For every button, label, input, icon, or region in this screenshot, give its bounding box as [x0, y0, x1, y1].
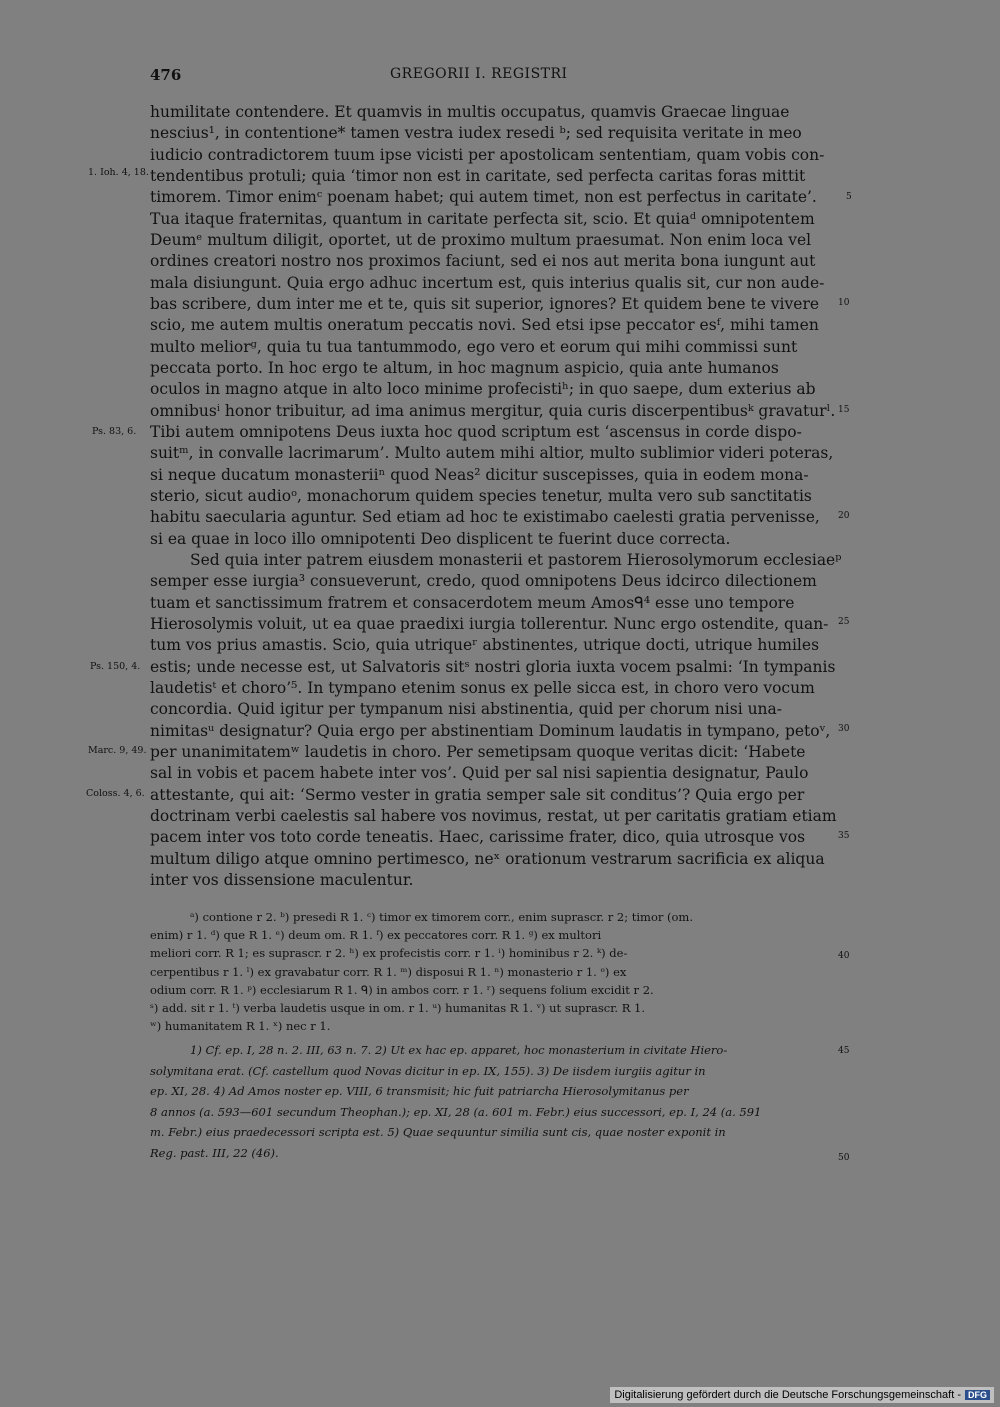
text-line: tendentibus protuli; quia ‘timor non est in caritate, sed perfecta caritas foras mittit [150, 166, 806, 185]
note-line: solymitana erat. (Cf. castellum quod Novas dicitur in ep. IX, 155). 3) De iisdem iurgiis agitur in [150, 1063, 706, 1078]
text-line: per unanimitatemʷ laudetis in choro. Per semetipsam quoque veritas dicit: ‘Habete [150, 742, 806, 761]
text-line: Tua itaque fraternitas, quantum in caritate perfecta sit, scio. Et quiaᵈ omnipotentem [150, 209, 815, 228]
text-line: Tibi autem omnipotens Deus iuxta hoc quod scriptum est ‘ascensus in corde dispo- [150, 422, 802, 441]
apparatus-line: cerpentibus r 1. ˡ) ex gravabatur corr. R 1. ᵐ) disposui R 1. ⁿ) monasterio r 1. ᵒ) ex [150, 964, 627, 979]
margin-ref: Ps. 83, 6. [92, 426, 137, 437]
text-line: Hierosolymis voluit, ut ea quae praedixi iurgia tollerentur. Nunc ergo ostendite, quan- [150, 614, 829, 633]
apparatus-line: meliori corr. R 1; es suprascr. r 2. ʰ) ex profecistis corr. r 1. ⁱ) hominibus r 2. ᵏ) de- [150, 946, 628, 961]
line-number: 25 [838, 617, 850, 627]
text-line: Deumᵉ multum diligit, oportet, ut de proximo multum praesumat. Non enim loca vel [150, 230, 812, 249]
text-line: Sed quia inter patrem eiusdem monasterii et pastorem Hierosolymorum ecclesiaeᵖ [190, 550, 842, 569]
text-line: estis; unde necesse est, ut Salvatoris sitˢ nostri gloria iuxta vocem psalmi: ‘In tympanis [150, 657, 836, 676]
text-line: scio, me autem multis oneratum peccatis novi. Sed etsi ipse peccator esᶠ, mihi tamen [150, 316, 819, 335]
margin-ref: Marc. 9, 49. [88, 745, 147, 756]
text-line: suitᵐ, in convalle lacrimarum’. Multo autem mihi altior, multo sublimior videri poteras, [150, 444, 834, 463]
margin-ref: Coloss. 4, 6. [86, 788, 145, 799]
text-line: mala disiungunt. Quia ergo adhuc incertum est, quis interius qualis sit, cur non aude- [150, 273, 825, 292]
note-line: Reg. past. III, 22 (46). [150, 1145, 279, 1160]
apparatus-line: ᵃ) contione r 2. ᵇ) presedi R 1. ᶜ) timor ex timorem corr., enim suprascr. r 2; timor (om. [190, 910, 693, 924]
note-line: ep. XI, 28. 4) Ad Amos noster ep. VIII, 6 transmisit; hic fuit patriarcha Hierosolymitanus per [150, 1084, 689, 1098]
note-line: 1) Cf. ep. I, 28 n. 2. III, 63 n. 7. 2) Ut ex hac ep. apparet, hoc monasterium in civitate Hiero- [190, 1043, 728, 1057]
text-line: ordines creatori nostro nos proximos faciunt, sed ei nos aut merita bona iungunt aut [150, 252, 816, 271]
text-line: timorem. Timor enimᶜ poenam habet; qui autem timet, non est perfectus in caritate’. [150, 188, 817, 207]
line-number: 10 [838, 298, 850, 308]
text-line: concordia. Quid igitur per tympanum nisi abstinentia, quid per chorum nisi una- [150, 700, 783, 719]
line-number: 50 [838, 1153, 850, 1163]
line-number: 45 [838, 1046, 850, 1056]
text-line: iudicio contradictorem tuum ipse vicisti per apostolicam sententiam, quam vobis con- [150, 145, 825, 164]
page-number: 476 [150, 66, 182, 84]
text-line: multum diligo atque omnino pertimesco, neˣ orationum vestrarum sacrificia ex aliqua [150, 849, 825, 868]
text-line: inter vos dissensione maculentur. [150, 870, 414, 889]
text-line: habitu saecularia aguntur. Sed etiam ad hoc te existimabo caelesti gratia pervenisse, [150, 508, 820, 527]
text-line: humilitate contendere. Et quamvis in multis occupatus, quamvis Graecae linguae [150, 103, 790, 121]
footer-text: Digitalisierung gefördert durch die Deutsche Forschungsgemeinschaft - [614, 1389, 961, 1401]
line-number: 20 [838, 511, 850, 521]
text-line: si neque ducatum monasteriiⁿ quod Neas² dicitur suscepisses, quia in eodem mona- [150, 465, 809, 484]
text-line: peccata porto. In hoc ergo te altum, in hoc magnum aspicio, quia ante humanos [150, 358, 779, 377]
line-number: 30 [838, 724, 850, 734]
text-line: pacem inter vos toto corde teneatis. Haec, carissime frater, dico, quia utrosque vos [150, 828, 806, 847]
margin-ref: Ps. 150, 4. [90, 661, 141, 672]
text-line: bas scribere, dum inter me et te, quis sit superior, ignores? Et quidem bene te vivere [150, 294, 820, 313]
text-line: sterio, sicut audioᵒ, monachorum quidem species tenetur, multa vero sub sanctitatis [150, 486, 812, 505]
text-line: laudetisᵗ et choro’⁵. In tympano etenim sonus ex pelle sicca est, in choro vero vocum [150, 678, 815, 697]
text-line: tum vos prius amastis. Scio, quia utriqueʳ abstinentes, utrique docti, utrique humiles [150, 636, 820, 655]
line-number: 15 [838, 405, 850, 415]
text-line: sal in vobis et pacem habete inter vos’. Quid per sal nisi sapientia designatur, Paulo [150, 764, 809, 783]
text-line: semper esse iurgia³ consueverunt, credo, quod omnipotens Deus idcirco dilectionem [150, 572, 817, 591]
apparatus-line: enim) r 1. ᵈ) que R 1. ᵉ) deum om. R 1. ᶠ) ex peccatores corr. R 1. ᵍ) ex multori [150, 928, 602, 943]
running-title: GREGORII I. REGISTRI [390, 66, 568, 82]
dfg-logo: DFG [965, 1390, 990, 1400]
text-line: multo meliorᵍ, quia tu tua tantummodo, ego vero et eorum qui mihi commissi sunt [150, 337, 798, 356]
note-line: 8 annos (a. 593—601 secundum Theophan.); ep. XI, 28 (a. 601 m. Febr.) eius successori, ep. I, 24 (a. 591 [150, 1104, 762, 1119]
note-line: m. Febr.) eius praedecessori scripta est. 5) Quae sequuntur similia sunt cis, quae noster exponit in [150, 1125, 726, 1139]
line-number: 5 [846, 192, 852, 202]
margin-ref: 1. Ioh. 4, 18. [88, 167, 149, 178]
line-number: 40 [838, 951, 850, 961]
apparatus-line: odium corr. R 1. ᵖ) ecclesiarum R 1. ᑫ) in ambos corr. r 1. ʳ) sequens folium excidit r 2. [150, 982, 654, 997]
apparatus-line: ˢ) add. sit r 1. ᵗ) verba laudetis usque in om. r 1. ᵘ) humanitas R 1. ᵛ) ut suprascr. R 1. [150, 1001, 646, 1015]
text-line: tuam et sanctissimum fratrem et consacerdotem meum Amosᑫ⁴ esse uno tempore [150, 593, 795, 612]
text-line: nimitasᵘ designatur? Quia ergo per abstinentiam Dominum laudatis in tympano, petoᵛ, [150, 721, 831, 740]
text-line: doctrinam verbi caelestis sal habere vos novimus, restat, ut per caritatis gratiam etiam [150, 806, 837, 825]
text-line: oculos in magno atque in alto loco minime profecistiʰ; in quo saepe, dum exterius ab [150, 380, 816, 399]
apparatus-line: ʷ) humanitatem R 1. ˣ) nec r 1. [150, 1019, 331, 1034]
text-line: omnibusⁱ honor tribuitur, ad ima animus mergitur, quia curis discerpentibusᵏ gravaturˡ. [150, 401, 836, 420]
text-line: nescius¹, in contentione* tamen vestra iudex resedi ᵇ; sed requisita veritate in meo [150, 124, 802, 143]
footer-credit [610, 1387, 994, 1403]
text-line: attestante, qui ait: ‘Sermo vester in gratia semper sale sit conditus’? Quia ergo per [150, 785, 805, 804]
text-line: si ea quae in loco illo omnipotenti Deo displicent te fuerint duce correcta. [150, 529, 731, 548]
line-number: 35 [838, 831, 850, 841]
